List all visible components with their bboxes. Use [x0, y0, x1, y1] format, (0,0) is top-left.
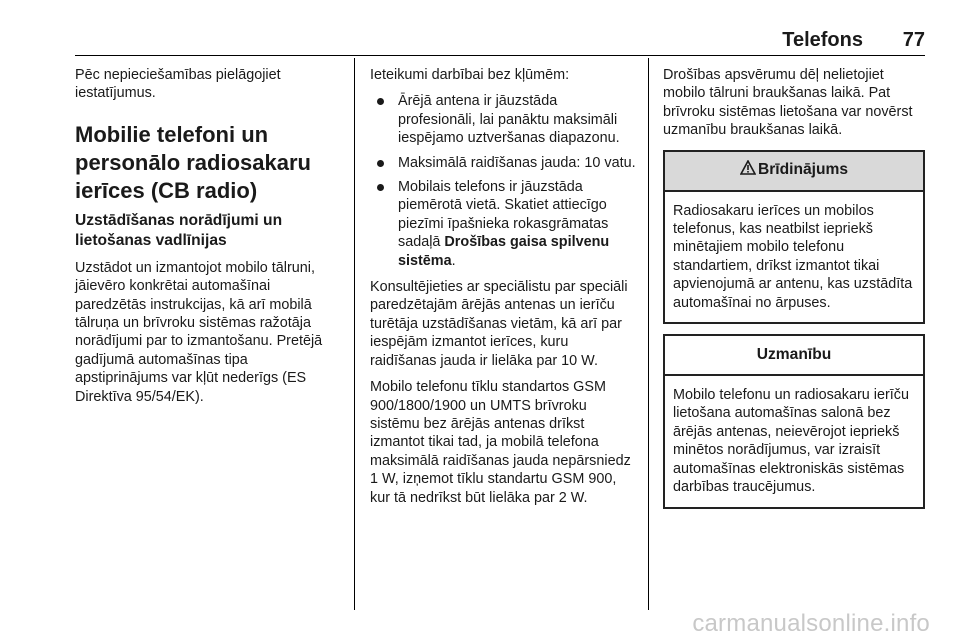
bullet-list — [370, 92, 638, 270]
bullet-icon — [377, 160, 384, 167]
list-item-end: . — [451, 252, 456, 269]
bullet-icon — [377, 98, 384, 105]
warning-triangle-icon — [740, 160, 756, 180]
column-1 — [75, 66, 343, 414]
column-3 — [663, 66, 925, 519]
caution-box — [663, 334, 925, 508]
bullet-icon — [377, 184, 384, 191]
column-divider-1 — [354, 58, 355, 610]
body-paragraph: Mobilo telefonu tīklu standartos GSM 900/1800/1900 un UMTS brīvroku sistēmu bez ārējās antenas drīkst izmantot tikai tad, ja mobilā telefona maksimālā raidīšanas jauda nepārsniedz 1 W, izņemot tīklu standartu GSM 900, kur tā nedrīkst būt lielāka par 2 W. — [370, 379, 631, 506]
page-header — [75, 27, 925, 56]
caution-box-header — [665, 336, 923, 376]
warning-title: Brīdinājums — [757, 161, 849, 179]
subsection-heading: Uzstādīšanas norādījumi un lietošanas vadlīnijas — [75, 211, 283, 249]
warning-body: Radiosakaru ierīces un mobilos telefonus, kas neatbilst iepriekš minētajiem mobilo telefonu standartiem, drīkst izmantot tikai apvienojumā ar antenu, kas uzstādīta automašīnai no ārpuses. — [673, 202, 913, 311]
intro-text: Pēc nepieciešamības pielāgojiet iestatījumus. — [75, 67, 281, 102]
page-number: 77 — [902, 29, 925, 51]
caution-title: Uzmanību — [756, 345, 832, 363]
warning-box-header — [665, 152, 923, 192]
section-heading: Mobilie telefoni un personālo radiosakaru ierīces (CB radio) — [75, 121, 311, 203]
body-paragraph: Uzstādot un izmantojot mobilo tālruni, jāievēro konkrētai automašīnai paredzētās instrukcijas, kā arī mobilā tālruņa un brīvroku sistēmas ražotāja norādījumi par to izmantošanu. Pretējā gadījumā automašīnas tipa apstiprinājums var kļūt nederīgs (ES Direktīva 95/54/EK). — [75, 259, 323, 405]
list-item — [370, 178, 638, 270]
section-title: Telefons — [782, 29, 863, 51]
warning-box — [663, 150, 925, 324]
intro-text: Ieteikumi darbībai bez kļūmēm: — [370, 67, 570, 83]
caution-body: Mobilo telefonu un radiosakaru ierīču lietošana automašīnas salonā bez ārējās antenas, neievērojot iepriekš minētos norādījumus, var izraisīt automašīnas elektroniskās sistēmas darbības traucējumus. — [673, 387, 909, 496]
list-item-text: Ārējā antena ir jāuzstāda profesionāli, lai panāktu maksimāli iespējamo uztveršanas diapazonu. — [398, 93, 620, 147]
column-2 — [370, 66, 638, 515]
column-divider-2 — [648, 58, 649, 610]
body-paragraph: Konsultējieties ar speciālistu par speciāli paredzētajām ārējās antenas un ierīču turētāja uzstādīšanas vietām, kā arī par iespējām izmantot ierīces, kuru raidīšanas jauda ir lielāka par 10 W. — [370, 279, 628, 369]
list-item-text: Maksimālā raidīšanas jauda: 10 vatu. — [398, 154, 636, 171]
watermark: carmanualsonline.info — [692, 610, 930, 637]
list-item — [370, 154, 638, 172]
intro-text: Drošības apsvērumu dēļ nelietojiet mobilo tālruni braukšanas laikā. Pat brīvroku sistēmas lietošana var novērst uzmanību braukšanas laikā. — [663, 67, 913, 139]
cross-reference: Drošības gaisa spilvenu sistēma — [398, 234, 610, 269]
list-item — [370, 92, 638, 147]
list-item-text: Mobilais telefons ir jāuzstāda piemērotā vietā. Skatiet attiecīgo piezīmi īpašnieka rokasgrāmatas sadaļā — [398, 179, 609, 251]
